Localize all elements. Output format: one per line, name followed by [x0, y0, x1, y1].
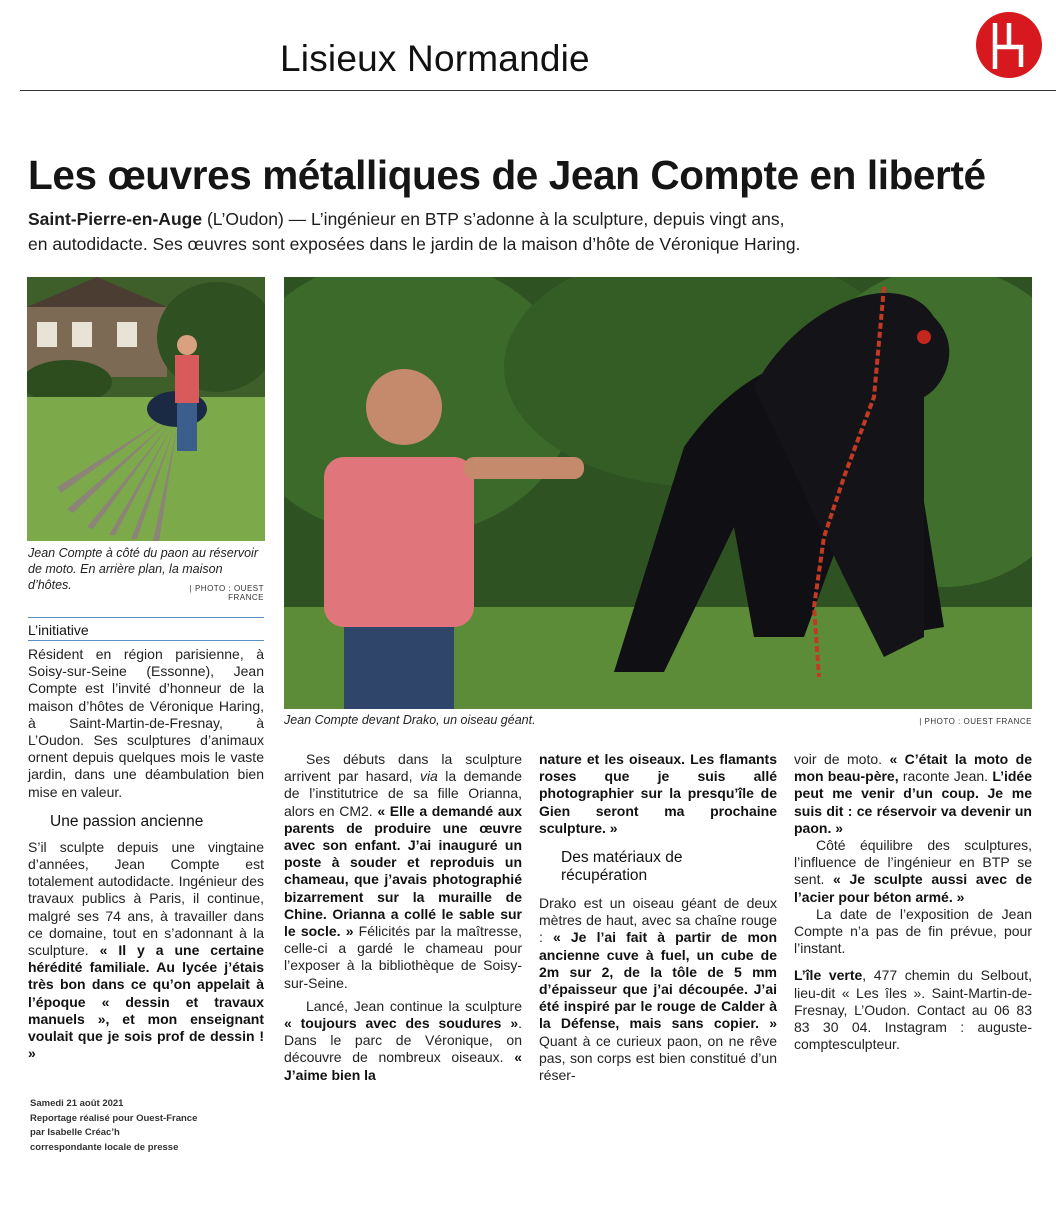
publication-title: Lisieux Normandie: [280, 38, 590, 79]
publication-logo: [975, 11, 1043, 79]
photo-peacock-sculpture: [27, 277, 265, 541]
col2-p2-quote: « toujours avec des soudures »: [284, 1015, 519, 1032]
photo-drako-sculpture: [284, 277, 1032, 709]
deck-place: Saint-Pierre-en-Auge: [28, 209, 203, 229]
photo-big-caption: Jean Compte devant Drako, un oiseau géant.: [284, 713, 536, 727]
deck-locality: (L’Oudon): [206, 209, 284, 229]
photo-small-credit: | PHOTO : OUEST FRANCE: [189, 584, 264, 602]
sidebar-subhead: Une passion ancienne: [50, 812, 204, 830]
sidebar-label: L’initiative: [28, 622, 89, 638]
col2-p1-text-b: la demande de l’institutrice de sa fille Orianna, alors en CM2.: [284, 768, 522, 819]
header-divider: [20, 90, 1056, 91]
deck-line-2: en autodidacte. Ses œuvres sont exposées dans le jardin de la maison d’hôte de Véronique Haring.: [28, 234, 801, 254]
col2-paragraph-2: [284, 998, 522, 1084]
sidebar-p2-text: S’il sculpte depuis une vingtaine d’années, Jean Compte est totalement autodidacte. Ingénieur des travaux publics à Paris, il continue, malgré ses 74 ans, à travailler dans ce domaine, tout en s’adonnant à la sculpture.: [28, 838, 264, 959]
col4-paragraph-1: [794, 751, 1032, 837]
col3-p2-text-b: Quant à ce curieux paon, on ne rêve pas, son corps est bien constitué d’un réser-: [539, 1032, 777, 1084]
col3-p2-text-a: Drako est un oiseau géant de deux mètres de haut, avec sa chaîne rouge :: [539, 895, 777, 946]
col4-paragraph-2: [794, 837, 1032, 906]
deck-line-1: — L’ingénieur en BTP s’adonne à la sculpture, depuis vingt ans,: [283, 209, 785, 229]
col4-paragraph-3: La date de l’exposition de Jean Compte n’a pas de fin prévue, pour l’instant.: [794, 905, 1032, 957]
col2-p2-text-b: . Dans le parc de Véronique, on découvre de nombreux oiseaux.: [284, 1015, 522, 1066]
footer-author: par Isabelle Créac’h: [30, 1127, 120, 1138]
sidebar-p2-quote: « Il y a une certaine hérédité familiale. Au lycée j’étais très bon dans ce qu’on appelait à l’époque « dessin et travaux manuels », et mon enseignant voulait que je sois prof de dessin ! »: [28, 942, 264, 1062]
article-column-2: [284, 751, 522, 1084]
footer-report: Reportage réalisé pour Ouest-France: [30, 1112, 198, 1124]
col4-p2-text: Côté équilibre des sculptures, l’influence de l’ingénieur en BTP se sent.: [794, 837, 1032, 888]
col4-p4-venue: L’île verte: [794, 967, 863, 984]
footer-role: correspondante locale de presse: [30, 1141, 179, 1153]
article-headline: Les œuvres métalliques de Jean Compte en liberté: [28, 152, 986, 198]
col4-p1-quote-b: L’idée peut me venir d’un coup. Je me suis dit : ce réservoir va devenir un paon. »: [794, 768, 1032, 836]
col3-p1-quote: nature et les oiseaux. Les flamants roses que je suis allé photographier sur la presqu’île de Gien seront ma prochaine sculpture. »: [539, 751, 777, 836]
sidebar-top-rule: [28, 617, 264, 618]
col2-p1-via: via: [419, 768, 438, 785]
col2-p2-text-a: Lancé, Jean continue la sculpture: [306, 997, 522, 1014]
article-footer: [30, 1097, 197, 1155]
col4-p4-details: , 477 chemin du Selbout, lieu-dit « Les îles ». Saint-Martin-de-Fresnay, L’Oudon. Contact au 06 83 83 30 04. Instagram : auguste-comptesculpteur.: [794, 967, 1032, 1053]
sidebar-paragraph-1: Résident en région parisienne, à Soisy-sur-Seine (Essonne), Jean Compte est l’invité d’honneur de la maison d’hôtes de Véronique Haring, à Saint-Martin-de-Fresnay, à L’Oudon. Ses sculptures d’animaux ornent depuis quelques mois le vaste jardin, dans une déambulation bien mise en valeur.: [28, 646, 264, 800]
col2-p1-text-c: Félicités par la maîtresse, celle-ci a gardé le chameau pour l’exposer à la bibliothèque de Soisy-sur-Seine.: [284, 923, 523, 991]
article-column-3: [539, 751, 777, 1084]
article-deck: [28, 207, 1038, 257]
col3-paragraph-2: [539, 895, 777, 1084]
col3-p2-quote: « Je l’ai fait à partir de mon ancienne cuve à fuel, un cube de 2m sur 2, de la tôle de 5 mm d’épaisseur que j’ai découpée. J’ai été inspiré par le rouge de Calder à la Défense, mais sans copier. »: [539, 929, 777, 1032]
footer-date: Samedi 21 août 2021: [30, 1098, 124, 1109]
sidebar-paragraph-2: [28, 839, 264, 1063]
col3-paragraph-1: [539, 751, 777, 837]
col2-paragraph-1: [284, 751, 522, 992]
col4-p1-text-b: raconte Jean.: [898, 768, 993, 785]
col2-p1-quote: « Elle a demandé aux parents de produire une œuvre avec son enfant. J’ai inauguré un poste à souder et reproduis un chameau, que j’avais photographié bizarrement sur la muraille de Chine. Orianna a collé le sable sur le socle. »: [284, 802, 522, 940]
sidebar-label-rule: [28, 640, 264, 641]
col4-p1-text-a: voir de moto.: [794, 751, 890, 767]
col3-subhead: Des matériaux de récupération: [561, 849, 683, 885]
col4-p1-quote-a: « C’était la moto de mon beau-père,: [794, 751, 1032, 785]
col2-p1-text-a: Ses débuts dans la sculpture arrivent par hasard,: [284, 751, 522, 785]
sidebar-column: [28, 646, 264, 1062]
col4-paragraph-4: [794, 967, 1032, 1053]
photo-big-credit: | PHOTO : OUEST FRANCE: [919, 717, 1032, 726]
article-column-4: [794, 751, 1032, 1053]
col4-p2-quote: « Je sculpte aussi avec de l’acier pour béton armé. »: [794, 871, 1032, 905]
photo-small-caption: Jean Compte à côté du paon au réservoir de moto. En arrière plan, la maison d’hôtes.: [28, 546, 258, 592]
col2-p2-quote-end: « J’aime bien la: [284, 1049, 522, 1083]
